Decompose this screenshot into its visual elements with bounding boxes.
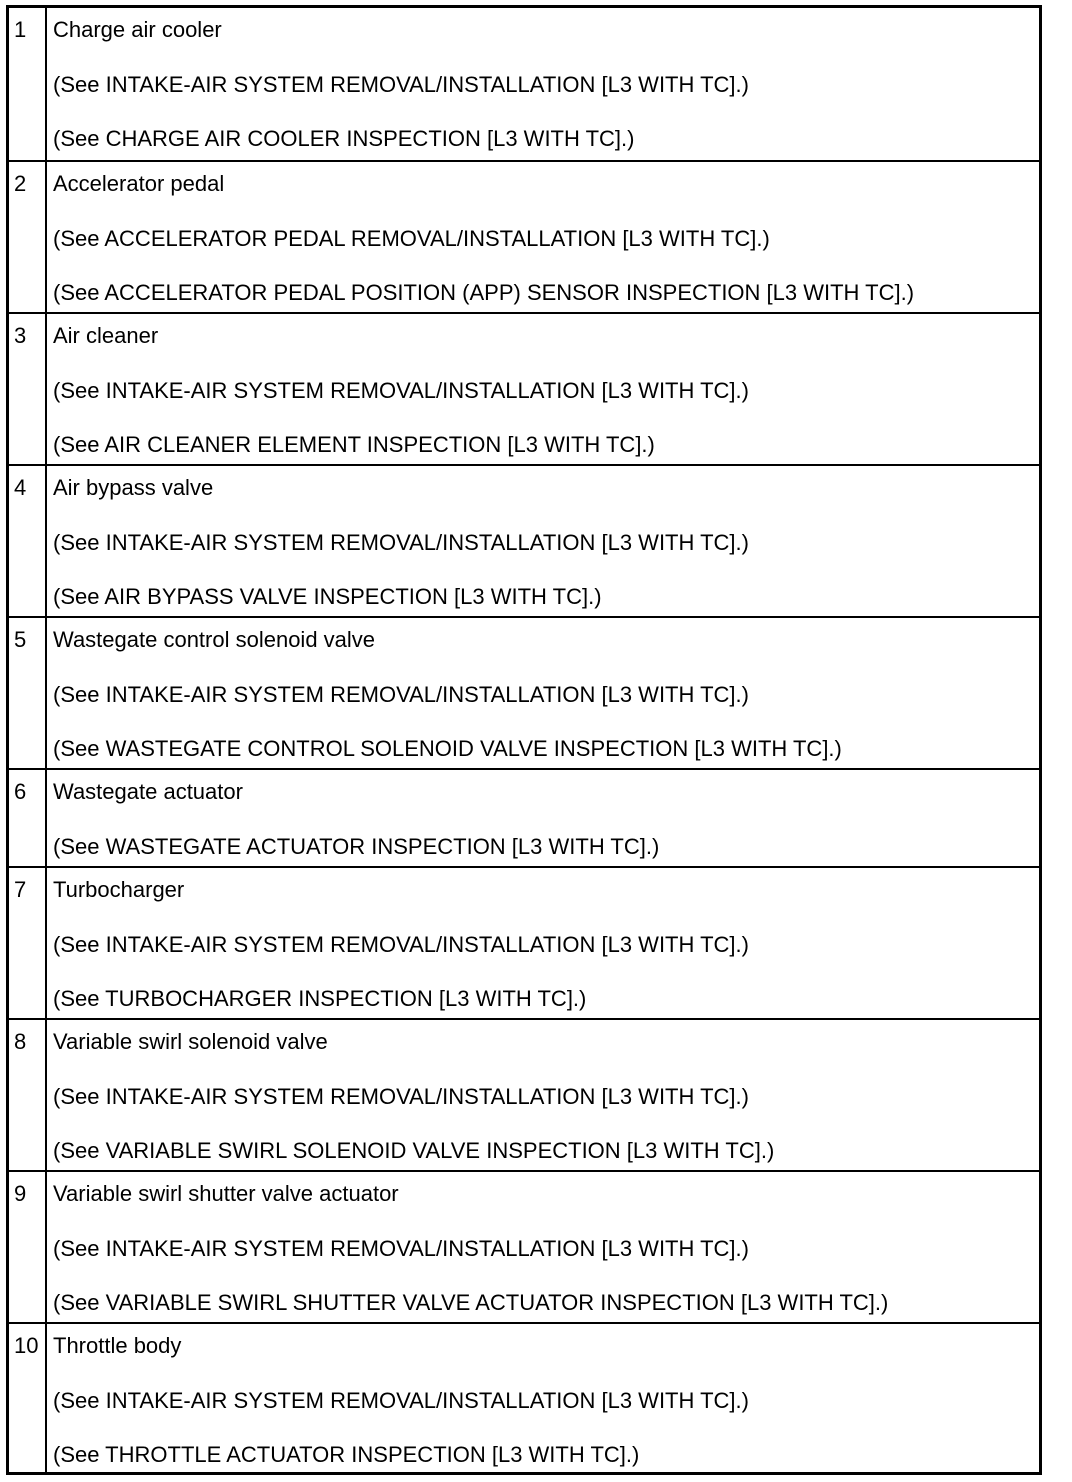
reference-link[interactable]: (See INTAKE-AIR SYSTEM REMOVAL/INSTALLATION [L3 WITH TC].) <box>53 932 749 957</box>
item-content <box>47 1324 1039 1474</box>
item-number: 7 <box>9 868 47 1018</box>
item-content <box>47 618 1039 768</box>
reference-link[interactable]: (See ACCELERATOR PEDAL REMOVAL/INSTALLATION [L3 WITH TC].) <box>53 226 770 251</box>
item-content <box>47 1172 1039 1322</box>
component-name: Wastegate control solenoid valve <box>53 627 376 652</box>
item-content <box>47 770 1039 866</box>
item-content <box>47 162 1039 312</box>
component-name: Accelerator pedal <box>53 171 225 196</box>
reference-link[interactable]: (See ACCELERATOR PEDAL POSITION (APP) SENSOR INSPECTION [L3 WITH TC].) <box>53 280 915 305</box>
reference-link[interactable]: (See WASTEGATE CONTROL SOLENOID VALVE INSPECTION [L3 WITH TC].) <box>53 736 842 761</box>
reference-link[interactable]: (See AIR BYPASS VALVE INSPECTION [L3 WITH TC].) <box>53 584 602 609</box>
component-name: Air bypass valve <box>53 475 214 500</box>
reference-link[interactable]: (See INTAKE-AIR SYSTEM REMOVAL/INSTALLATION [L3 WITH TC].) <box>53 72 749 97</box>
component-name: Air cleaner <box>53 323 159 348</box>
item-number: 2 <box>9 162 47 312</box>
reference-link[interactable]: (See WASTEGATE ACTUATOR INSPECTION [L3 WITH TC].) <box>53 834 660 859</box>
component-name: Throttle body <box>53 1333 182 1358</box>
component-name: Charge air cooler <box>53 17 222 42</box>
table-rows <box>9 8 1039 1472</box>
item-content <box>47 8 1039 160</box>
component-name: Variable swirl solenoid valve <box>53 1029 328 1054</box>
component-name: Wastegate actuator <box>53 779 243 804</box>
table-row <box>9 8 1039 160</box>
table-row <box>9 464 1039 616</box>
reference-link[interactable]: (See INTAKE-AIR SYSTEM REMOVAL/INSTALLATION [L3 WITH TC].) <box>53 1084 749 1109</box>
table-row <box>9 1018 1039 1170</box>
item-number: 8 <box>9 1020 47 1170</box>
table-row <box>9 312 1039 464</box>
reference-link[interactable]: (See THROTTLE ACTUATOR INSPECTION [L3 WITH TC].) <box>53 1442 640 1467</box>
reference-link[interactable]: (See TURBOCHARGER INSPECTION [L3 WITH TC].) <box>53 986 587 1011</box>
table-row <box>9 1322 1039 1474</box>
reference-link[interactable]: (See AIR CLEANER ELEMENT INSPECTION [L3 WITH TC].) <box>53 432 655 457</box>
item-number: 4 <box>9 466 47 616</box>
component-table <box>6 5 1042 1475</box>
item-number: 5 <box>9 618 47 768</box>
reference-link[interactable]: (See VARIABLE SWIRL SHUTTER VALVE ACTUATOR INSPECTION [L3 WITH TC].) <box>53 1290 889 1315</box>
item-content <box>47 466 1039 616</box>
component-name: Turbocharger <box>53 877 185 902</box>
table-row <box>9 1170 1039 1322</box>
reference-link[interactable]: (See INTAKE-AIR SYSTEM REMOVAL/INSTALLATION [L3 WITH TC].) <box>53 1236 749 1261</box>
reference-link[interactable]: (See INTAKE-AIR SYSTEM REMOVAL/INSTALLATION [L3 WITH TC].) <box>53 682 749 707</box>
reference-link[interactable]: (See INTAKE-AIR SYSTEM REMOVAL/INSTALLATION [L3 WITH TC].) <box>53 378 749 403</box>
reference-link[interactable]: (See CHARGE AIR COOLER INSPECTION [L3 WITH TC].) <box>53 126 635 151</box>
table-row <box>9 866 1039 1018</box>
item-content <box>47 1020 1039 1170</box>
item-content <box>47 314 1039 464</box>
table-row <box>9 616 1039 768</box>
item-content <box>47 868 1039 1018</box>
item-number: 6 <box>9 770 47 866</box>
item-number: 9 <box>9 1172 47 1322</box>
reference-link[interactable]: (See INTAKE-AIR SYSTEM REMOVAL/INSTALLATION [L3 WITH TC].) <box>53 1388 749 1413</box>
table-row <box>9 768 1039 866</box>
reference-link[interactable]: (See INTAKE-AIR SYSTEM REMOVAL/INSTALLATION [L3 WITH TC].) <box>53 530 749 555</box>
item-number: 1 <box>9 8 47 160</box>
reference-link[interactable]: (See VARIABLE SWIRL SOLENOID VALVE INSPECTION [L3 WITH TC].) <box>53 1138 775 1163</box>
item-number: 10 <box>9 1324 47 1474</box>
item-number: 3 <box>9 314 47 464</box>
table-row <box>9 160 1039 312</box>
component-name: Variable swirl shutter valve actuator <box>53 1181 399 1206</box>
